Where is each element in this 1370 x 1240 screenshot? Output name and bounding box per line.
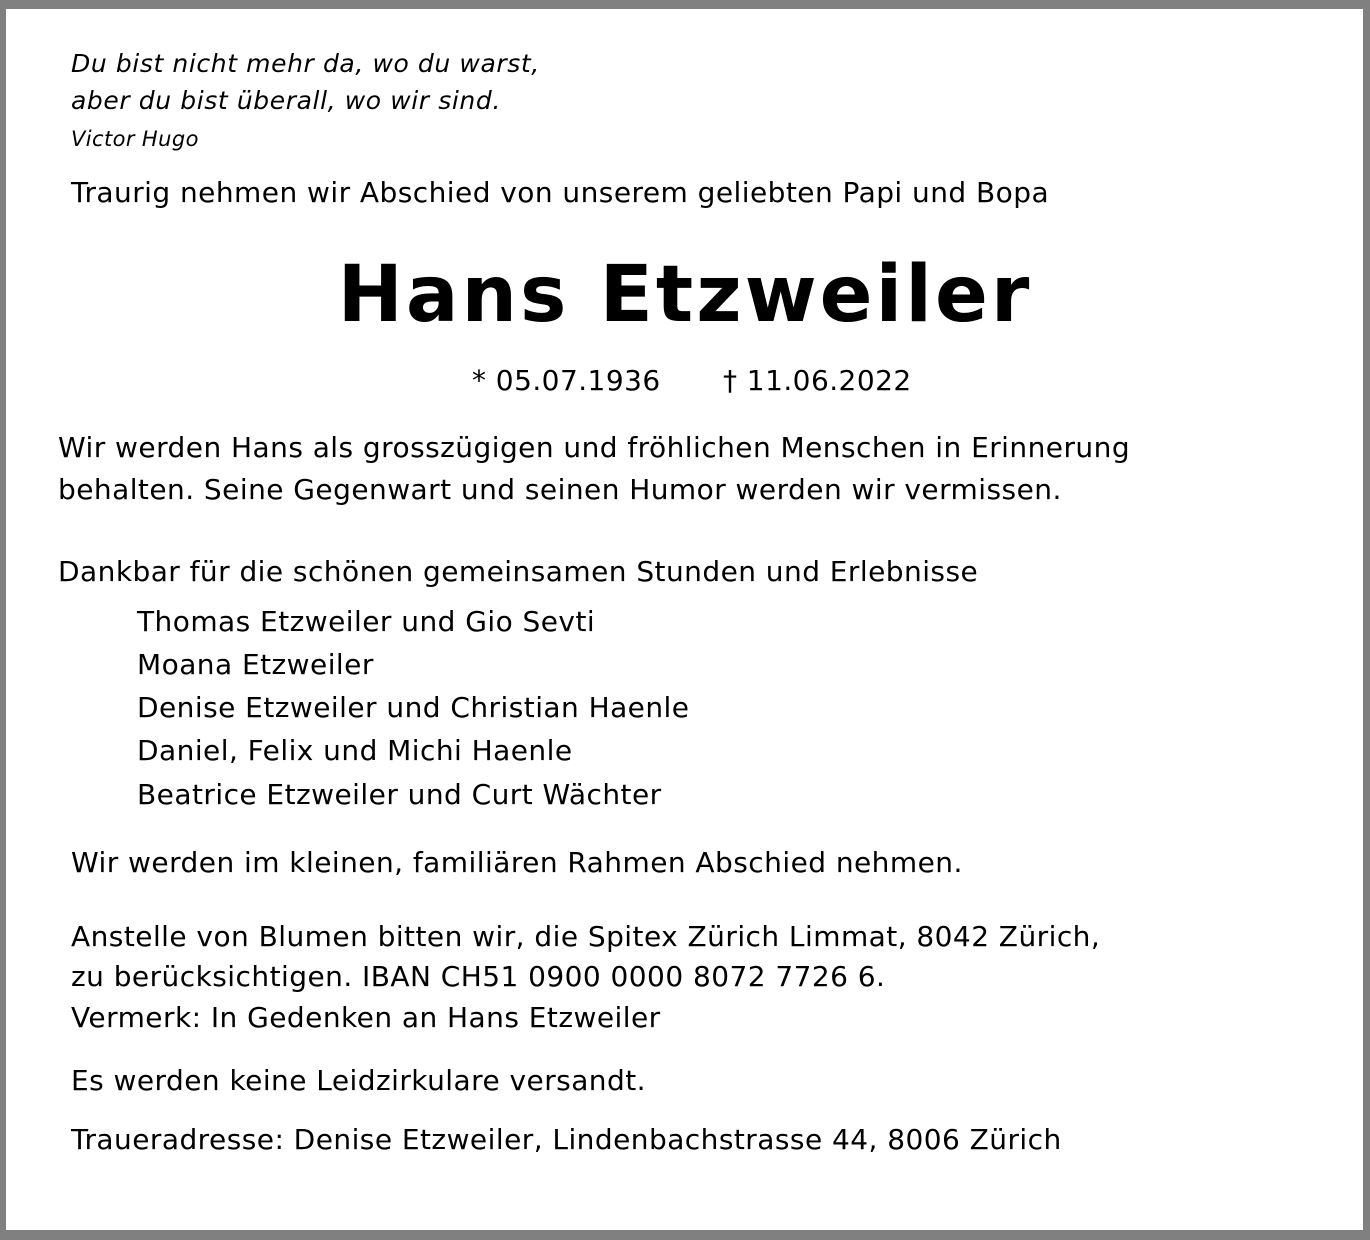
mourning-address: Traueradresse: Denise Etzweiler, Lindenbachstrasse 44, 8006 Zürich [71, 1123, 1062, 1156]
intro-text: Traurig nehmen wir Abschied von unserem geliebten Papi und Bopa [71, 176, 1050, 209]
deceased-name: Hans Etzweiler [337, 250, 1033, 340]
donation-line-3: Vermerk: In Gedenken an Hans Etzweiler [71, 1001, 661, 1034]
mourner-item: Denise Etzweiler und Christian Haenle [137, 691, 690, 724]
remembrance-line-1: Wir werden Hans als grosszügigen und fröhlichen Menschen in Erinnerung [58, 431, 1131, 464]
circulars-text: Es werden keine Leidzirkulare versandt. [71, 1064, 647, 1097]
mourner-item: Moana Etzweiler [137, 648, 374, 681]
remembrance-line-2: behalten. Seine Gegenwart und seinen Humor werden wir vermissen. [58, 473, 1062, 506]
quote-author: Victor Hugo [71, 127, 199, 151]
farewell-text: Wir werden im kleinen, familiären Rahmen Abschied nehmen. [71, 846, 963, 879]
mourner-item: Daniel, Felix und Michi Haenle [137, 734, 573, 767]
birth-date: * 05.07.1936 [472, 364, 661, 397]
quote-line-1: Du bist nicht mehr da, wo du warst, [71, 49, 540, 78]
thanks-text: Dankbar für die schönen gemeinsamen Stunden und Erlebnisse [58, 555, 979, 588]
donation-line-1: Anstelle von Blumen bitten wir, die Spitex Zürich Limmat, 8042 Zürich, [71, 920, 1101, 953]
mourner-item: Beatrice Etzweiler und Curt Wächter [137, 778, 662, 811]
donation-line-2: zu berücksichtigen. IBAN CH51 0900 0000 8072 7726 6. [71, 960, 886, 993]
mourner-item: Thomas Etzweiler und Gio Sevti [137, 605, 596, 638]
death-date: † 11.06.2022 [723, 364, 912, 397]
quote-line-2: aber du bist überall, wo wir sind. [71, 86, 501, 115]
